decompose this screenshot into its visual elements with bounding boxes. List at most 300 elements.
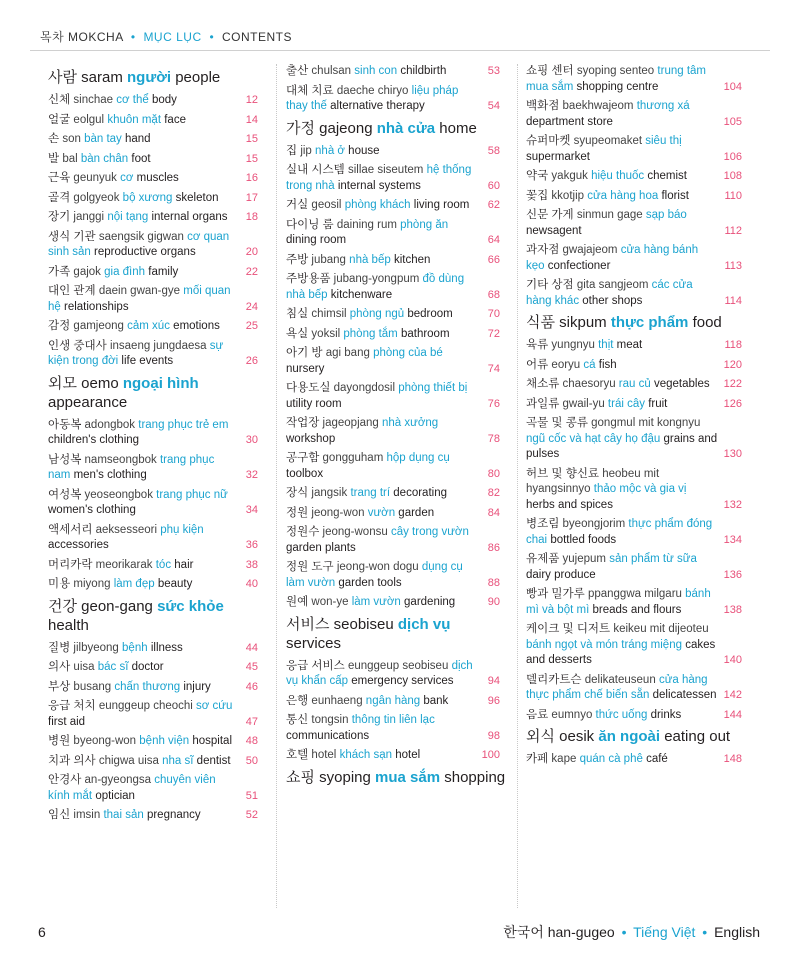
- entry-page-number[interactable]: 72: [487, 327, 500, 340]
- contents-entry[interactable]: [286, 506, 512, 522]
- contents-entry[interactable]: [286, 525, 512, 556]
- contents-entry[interactable]: [286, 163, 512, 194]
- contents-entry[interactable]: [526, 752, 754, 768]
- entry-english: garden: [398, 506, 435, 519]
- entry-vietnamese: phụ kiện: [160, 523, 204, 536]
- entry-page-number[interactable]: 24: [245, 300, 258, 313]
- contents-entry[interactable]: [286, 327, 512, 343]
- contents-entry[interactable]: [286, 272, 512, 303]
- contents-entry[interactable]: [48, 265, 270, 281]
- contents-entry[interactable]: [48, 660, 270, 676]
- contents-entry[interactable]: [526, 99, 754, 130]
- entry-korean: 안경사: [48, 774, 82, 786]
- contents-entry[interactable]: [286, 713, 512, 744]
- entry-page-number[interactable]: 108: [723, 170, 742, 182]
- entry-page-number[interactable]: 144: [723, 708, 742, 721]
- entry-romanized: yeoseongbok: [84, 488, 153, 501]
- contents-entry[interactable]: [526, 622, 754, 669]
- contents-entry[interactable]: [48, 230, 270, 261]
- entry-romanized: jubang: [311, 253, 346, 266]
- entry-page-number[interactable]: 48: [245, 735, 258, 747]
- entry-korean: 병조림: [526, 518, 560, 530]
- section-korean: 사람: [48, 69, 77, 86]
- contents-entry[interactable]: [526, 64, 754, 95]
- contents-entry[interactable]: [286, 144, 512, 160]
- entry-romanized: son: [62, 133, 81, 145]
- entry-page-number[interactable]: 15: [245, 133, 258, 145]
- entry-english: bottled foods: [550, 533, 617, 546]
- entry-romanized: jip: [300, 144, 312, 157]
- contents-entry[interactable]: [48, 152, 270, 168]
- contents-entry[interactable]: [48, 773, 270, 804]
- entry-vietnamese: sinh con: [354, 65, 398, 77]
- entry-page-number[interactable]: 68: [487, 288, 500, 301]
- entry-english: department store: [526, 115, 613, 128]
- entry-vietnamese: bộ xương: [122, 191, 173, 204]
- entry-english: relationships: [64, 300, 129, 313]
- contents-entry[interactable]: [526, 243, 754, 274]
- entry-romanized: daein gwan-gye: [98, 285, 181, 297]
- entry-korean: 주방: [286, 253, 309, 266]
- entry-english: illness: [150, 641, 183, 654]
- contents-entry[interactable]: [48, 754, 270, 770]
- entry-english: internal systems: [337, 179, 421, 192]
- entry-vietnamese: cá: [583, 358, 596, 371]
- entry-vietnamese: bánh mì và bột mì: [526, 588, 711, 616]
- entry-romanized: eunggeup seobiseu: [347, 659, 449, 672]
- contents-entry[interactable]: [48, 132, 270, 148]
- entry-page-number[interactable]: 86: [487, 541, 500, 554]
- entry-page-number[interactable]: 20: [245, 246, 258, 258]
- entry-korean: 실내 시스템: [286, 164, 345, 176]
- entry-romanized: an-gyeongsa: [84, 774, 152, 786]
- contents-entry[interactable]: [286, 748, 512, 764]
- entry-page-number[interactable]: 14: [245, 113, 258, 126]
- contents-entry[interactable]: [526, 397, 754, 413]
- entry-english: drinks: [650, 708, 682, 721]
- entry-vietnamese: cảm xúc: [127, 320, 170, 332]
- entry-english: fish: [598, 358, 617, 371]
- entry-page-number[interactable]: 140: [723, 654, 742, 666]
- entry-page-number[interactable]: 126: [723, 397, 742, 410]
- entry-page-number[interactable]: 17: [245, 191, 258, 204]
- entry-english: fruit: [648, 397, 668, 410]
- entry-korean: 백화점: [526, 100, 560, 112]
- contents-entry[interactable]: [286, 307, 512, 323]
- entry-page-number[interactable]: 148: [723, 753, 742, 765]
- entry-english: body: [151, 94, 177, 106]
- contents-entry[interactable]: [48, 113, 270, 129]
- entry-vietnamese: phòng ngủ: [349, 308, 405, 320]
- entry-vietnamese: phòng tắm: [343, 327, 398, 340]
- entry-page-number[interactable]: 106: [723, 150, 742, 163]
- section-korean: 서비스: [286, 615, 330, 633]
- entry-vietnamese: bác sĩ: [97, 661, 129, 673]
- entry-vietnamese: trang phục nữ: [156, 488, 228, 501]
- entry-korean: 손: [48, 133, 60, 145]
- entry-page-number[interactable]: 100: [481, 749, 500, 761]
- entry-korean: 작업장: [286, 417, 320, 429]
- entry-romanized: gamjeong: [73, 320, 124, 332]
- entry-korean: 침실: [286, 308, 309, 320]
- entry-vietnamese: thông tin liên lạc: [351, 714, 435, 726]
- entry-romanized: jangsik: [311, 487, 348, 499]
- contents-entry[interactable]: [48, 453, 270, 484]
- entry-english: bank: [423, 694, 449, 707]
- entry-vietnamese: nhà bếp: [349, 253, 391, 266]
- entry-romanized: gita sangjeom: [576, 279, 649, 291]
- entry-vietnamese: đồ dùng nhà bếp: [286, 273, 465, 301]
- entry-english: foot: [131, 152, 151, 165]
- contents-entry[interactable]: [526, 587, 754, 618]
- entry-page-number[interactable]: 26: [245, 355, 258, 367]
- contents-entry[interactable]: [286, 253, 512, 269]
- contents-entry[interactable]: [48, 808, 270, 824]
- entry-english: newsagent: [526, 224, 582, 237]
- section-english: people: [175, 69, 221, 86]
- entry-vietnamese: hiệu thuốc: [591, 170, 645, 182]
- section-vietnamese: thực phẩm: [610, 314, 689, 331]
- entry-vietnamese: cửa hàng thực phẩm chế biến sẵn: [526, 673, 708, 701]
- entry-vietnamese: cửa hàng bánh kẹo: [526, 244, 699, 272]
- contents-entry[interactable]: [526, 517, 754, 548]
- entry-romanized: sinmun gage: [576, 209, 643, 221]
- entry-vietnamese: vườn: [367, 506, 396, 519]
- entry-romanized: keikeu mit dijeoteu: [613, 623, 709, 635]
- contents-entry[interactable]: [286, 595, 512, 611]
- contents-entry[interactable]: [526, 208, 754, 239]
- entry-english: family: [148, 265, 179, 278]
- contents-entry[interactable]: [48, 418, 270, 449]
- section-vietnamese: dịch vụ: [397, 615, 451, 633]
- entry-korean: 얼굴: [48, 113, 71, 126]
- entry-vietnamese: chuyên viên kính mắt: [48, 774, 216, 802]
- entry-page-number[interactable]: 16: [245, 172, 258, 184]
- entry-page-number[interactable]: 130: [723, 448, 742, 460]
- entry-page-number[interactable]: 88: [487, 576, 500, 589]
- entry-korean: 의사: [48, 661, 71, 673]
- contents-entry[interactable]: [286, 451, 512, 482]
- entry-page-number[interactable]: 22: [245, 265, 258, 278]
- entry-korean: 골격: [48, 191, 71, 204]
- entry-page-number[interactable]: 105: [723, 115, 742, 128]
- entry-page-number[interactable]: 136: [723, 568, 742, 581]
- contents-entry[interactable]: [526, 358, 754, 374]
- contents-entry[interactable]: [286, 416, 512, 447]
- section-korean: 외식: [526, 728, 555, 745]
- entry-page-number[interactable]: 30: [245, 434, 258, 446]
- entry-page-number[interactable]: 76: [487, 397, 500, 410]
- entry-romanized: daeche chiryo: [336, 84, 409, 97]
- entry-korean: 여성복: [48, 488, 82, 501]
- section-romanized: seobiseu: [333, 615, 394, 633]
- entry-page-number[interactable]: 74: [487, 362, 500, 375]
- entry-romanized: heobeu mit hyangsinnyo: [526, 467, 660, 495]
- entry-vietnamese: chấn thương: [114, 680, 181, 693]
- contents-entry[interactable]: [526, 416, 754, 463]
- entry-page-number[interactable]: 132: [723, 498, 742, 511]
- entry-page-number[interactable]: 54: [487, 100, 500, 112]
- entry-english: dining room: [286, 234, 347, 246]
- entry-vietnamese: cơ: [120, 172, 134, 184]
- entry-romanized: chimsil: [311, 308, 347, 320]
- entry-page-number[interactable]: 96: [487, 694, 500, 707]
- entry-page-number[interactable]: 50: [245, 754, 258, 767]
- section-heading: [48, 374, 270, 412]
- section-vietnamese: nhà cửa: [376, 119, 436, 137]
- entry-page-number[interactable]: 142: [723, 689, 742, 701]
- entry-vietnamese: ngũ cốc và hạt cây họ đậu: [526, 432, 661, 445]
- entry-romanized: ppanggwa milgaru: [587, 588, 682, 600]
- entry-page-number[interactable]: 12: [245, 94, 258, 106]
- entry-romanized: gongguham: [322, 452, 384, 464]
- contents-entry[interactable]: [286, 218, 512, 249]
- section-heading: [286, 615, 512, 653]
- entry-english: emotions: [173, 320, 220, 332]
- entry-romanized: delikateuseun: [584, 673, 656, 686]
- section-english: appearance: [48, 393, 128, 411]
- contents-entry[interactable]: [48, 641, 270, 657]
- entry-page-number[interactable]: 78: [487, 432, 500, 445]
- entry-vietnamese: bánh ngọt và món tráng miệng: [526, 638, 682, 651]
- contents-entry[interactable]: [286, 694, 512, 710]
- contents-entry[interactable]: [48, 171, 270, 187]
- entry-page-number[interactable]: 114: [724, 294, 742, 307]
- entry-korean: 치과 의사: [48, 754, 96, 767]
- section-romanized: gajeong: [319, 119, 373, 137]
- entry-english: pregnancy: [146, 809, 201, 821]
- contents-entry[interactable]: [526, 169, 754, 185]
- entry-page-number[interactable]: 46: [245, 680, 258, 693]
- entry-vietnamese: hệ thống trong nhà: [286, 164, 472, 192]
- section-english: health: [48, 616, 89, 634]
- entry-english: gardening: [404, 596, 456, 608]
- entry-english: café: [646, 753, 668, 765]
- entry-korean: 다이닝 룸: [286, 218, 334, 231]
- entry-romanized: yujepum: [562, 553, 606, 565]
- contents-entry[interactable]: [286, 84, 512, 115]
- entry-vietnamese: trang phục trẻ em: [138, 418, 229, 431]
- entry-korean: 장기: [48, 211, 71, 223]
- contents-entry[interactable]: [526, 467, 754, 514]
- contents-entry[interactable]: [286, 64, 512, 80]
- entry-korean: 출산: [286, 65, 309, 77]
- entry-korean: 대인 관계: [48, 285, 96, 297]
- entry-page-number[interactable]: 58: [487, 144, 500, 157]
- entry-page-number[interactable]: 66: [487, 253, 500, 266]
- entry-page-number[interactable]: 32: [245, 469, 258, 481]
- entry-vietnamese: gia đình: [104, 265, 146, 278]
- contents-entry[interactable]: [48, 523, 270, 554]
- entry-romanized: kape: [551, 753, 577, 765]
- entry-vietnamese: sản phẩm từ sữa: [609, 553, 697, 565]
- entry-page-number[interactable]: 25: [245, 320, 258, 332]
- entry-page-number[interactable]: 60: [487, 179, 500, 192]
- column-divider: [276, 64, 277, 908]
- contents-entry[interactable]: [526, 189, 754, 205]
- entry-page-number[interactable]: 134: [723, 533, 742, 546]
- contents-entry[interactable]: [48, 284, 270, 315]
- entry-vietnamese: phòng thiết bị: [398, 382, 468, 394]
- entry-page-number[interactable]: 52: [245, 809, 258, 821]
- entry-korean: 정원수: [286, 526, 320, 538]
- section-romanized: geon-gang: [81, 597, 153, 615]
- contents-entry[interactable]: [48, 577, 270, 593]
- entry-korean: 델리카트슨: [526, 673, 582, 686]
- contents-entry[interactable]: [48, 734, 270, 750]
- entry-korean: 병원: [48, 735, 71, 747]
- entry-vietnamese: ngân hàng: [365, 694, 421, 707]
- entry-page-number[interactable]: 38: [245, 558, 258, 571]
- entry-vietnamese: bàn chân: [80, 152, 129, 165]
- entry-page-number[interactable]: 82: [487, 487, 500, 499]
- contents-entry[interactable]: [48, 191, 270, 207]
- entry-romanized: yungnyu: [551, 339, 595, 351]
- entry-page-number[interactable]: 110: [724, 189, 742, 202]
- section-heading: [48, 68, 270, 87]
- footer-vietnamese: Tiếng Việt: [633, 924, 696, 940]
- contents-entry[interactable]: [48, 93, 270, 109]
- section-korean: 쇼핑: [286, 768, 315, 786]
- contents-entry[interactable]: [286, 560, 512, 591]
- entry-page-number[interactable]: 15: [245, 152, 258, 165]
- entry-romanized: syoping senteo: [576, 65, 655, 77]
- section-romanized: oemo: [81, 374, 119, 392]
- entry-romanized: byeong-won: [73, 735, 137, 747]
- entry-vietnamese: nha sĩ: [162, 754, 194, 767]
- entry-page-number[interactable]: 64: [487, 234, 500, 246]
- entry-page-number[interactable]: 90: [487, 596, 500, 608]
- entry-english: injury: [183, 680, 211, 693]
- entry-korean: 빵과 밀가루: [526, 588, 585, 600]
- entry-vietnamese: trung tâm mua sắm: [526, 65, 706, 93]
- section-heading: [526, 727, 754, 746]
- entry-page-number[interactable]: 45: [245, 661, 258, 673]
- section-korean: 건강: [48, 597, 77, 615]
- footer-english: English: [714, 924, 760, 940]
- entry-english: optician: [95, 789, 135, 802]
- contents-entry[interactable]: [526, 278, 754, 309]
- entry-vietnamese: thương xá: [636, 100, 690, 112]
- section-korean: 외모: [48, 374, 77, 392]
- entry-page-number[interactable]: 70: [487, 308, 500, 320]
- entry-vietnamese: dụng cụ làm vườn: [286, 561, 463, 589]
- contents-column-2: [286, 64, 512, 793]
- contents-entry[interactable]: [48, 680, 270, 696]
- entry-page-number[interactable]: 112: [724, 224, 742, 237]
- entry-korean: 액세서리: [48, 523, 93, 536]
- entry-korean: 욕실: [286, 327, 309, 340]
- entry-korean: 원예: [286, 596, 309, 608]
- entry-page-number[interactable]: 138: [723, 603, 742, 616]
- entry-romanized: syupeomaket: [573, 135, 643, 147]
- entry-english: internal organs: [151, 211, 228, 223]
- contents-entry[interactable]: [286, 381, 512, 412]
- entry-english: chemist: [647, 170, 687, 182]
- entry-korean: 머리카락: [48, 558, 93, 571]
- entry-romanized: dayongdosil: [333, 382, 396, 394]
- entry-page-number[interactable]: 113: [724, 259, 742, 272]
- contents-entry[interactable]: [526, 673, 754, 704]
- entry-korean: 아기 방: [286, 347, 323, 359]
- entry-page-number[interactable]: 118: [724, 339, 742, 351]
- entry-romanized: kkotjip: [551, 189, 585, 202]
- entry-page-number[interactable]: 62: [487, 199, 500, 211]
- contents-entry[interactable]: [48, 319, 270, 335]
- entry-page-number[interactable]: 98: [487, 729, 500, 742]
- entry-romanized: gongmul mit kongnyu: [591, 417, 701, 429]
- entry-korean: 거실: [286, 199, 309, 211]
- entry-english: utility room: [286, 397, 342, 410]
- entry-romanized: yoksil: [311, 327, 341, 340]
- entry-page-number[interactable]: 122: [723, 378, 742, 390]
- contents-entry[interactable]: [48, 488, 270, 519]
- entry-english: breads and flours: [592, 603, 682, 616]
- contents-entry[interactable]: [526, 377, 754, 393]
- header-vietnamese: MỤC LỤC: [143, 30, 202, 44]
- entry-vietnamese: nhà xưởng: [382, 417, 439, 429]
- contents-entry[interactable]: [286, 486, 512, 502]
- entry-page-number[interactable]: 36: [245, 539, 258, 551]
- entry-korean: 케이크 및 디저트: [526, 623, 611, 635]
- entry-romanized: chulsan: [311, 65, 352, 77]
- separator-dot: •: [209, 30, 215, 44]
- entry-page-number[interactable]: 34: [245, 504, 258, 516]
- contents-entry[interactable]: [286, 346, 512, 377]
- contents-entry[interactable]: [48, 210, 270, 226]
- entry-page-number[interactable]: 80: [487, 467, 500, 480]
- entry-korean: 정원 도구: [286, 561, 334, 573]
- contents-entry[interactable]: [526, 134, 754, 165]
- contents-entry[interactable]: [286, 659, 512, 690]
- entry-page-number[interactable]: 44: [245, 641, 258, 654]
- entry-page-number[interactable]: 51: [245, 789, 258, 802]
- entry-english: house: [348, 144, 380, 157]
- contents-entry[interactable]: [286, 198, 512, 214]
- contents-column-3: [526, 64, 754, 772]
- entry-vietnamese: siêu thị: [645, 135, 682, 147]
- contents-entry[interactable]: [48, 558, 270, 574]
- contents-entry[interactable]: [526, 338, 754, 354]
- entry-korean: 발: [48, 152, 60, 165]
- entry-page-number[interactable]: 53: [487, 65, 500, 77]
- contents-entry[interactable]: [48, 339, 270, 370]
- entry-romanized: insaeng jungdaesa: [109, 339, 207, 352]
- entry-page-number[interactable]: 40: [245, 578, 258, 590]
- entry-page-number[interactable]: 47: [245, 715, 258, 728]
- header-divider: [30, 50, 770, 51]
- contents-entry[interactable]: [526, 552, 754, 583]
- entry-romanized: daining rum: [336, 218, 397, 231]
- entry-romanized: tongsin: [311, 714, 349, 726]
- entry-vietnamese: hộp dụng cụ: [386, 452, 450, 464]
- entry-romanized: jageopjang: [322, 417, 379, 429]
- entry-english: bedroom: [407, 308, 453, 320]
- entry-page-number[interactable]: 18: [245, 211, 258, 223]
- entry-vietnamese: cơ thể: [116, 94, 149, 106]
- entry-page-number[interactable]: 104: [723, 80, 742, 93]
- entry-page-number[interactable]: 84: [487, 506, 500, 519]
- entry-vietnamese: tóc: [155, 558, 172, 571]
- entry-romanized: jeong-wonsu: [322, 526, 388, 538]
- section-romanized: sikpum: [559, 314, 607, 331]
- entry-page-number[interactable]: 94: [487, 675, 500, 687]
- contents-entry[interactable]: [526, 708, 754, 724]
- separator-dot: •: [621, 924, 627, 940]
- entry-page-number[interactable]: 120: [723, 358, 742, 371]
- header-korean: 목차: [40, 30, 65, 44]
- contents-entry[interactable]: [48, 699, 270, 730]
